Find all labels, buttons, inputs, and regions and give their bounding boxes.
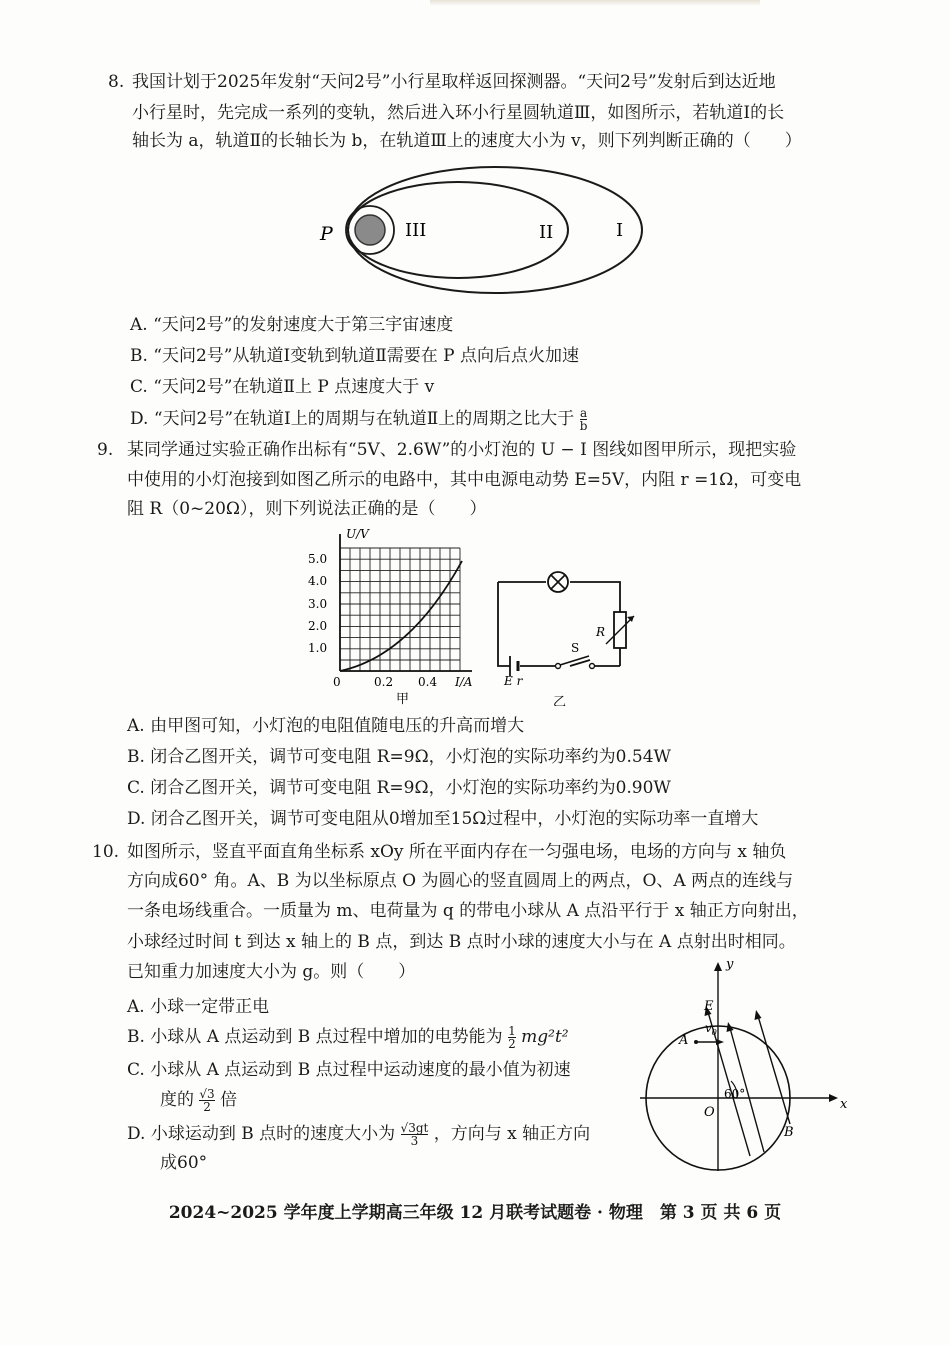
orbit-I bbox=[348, 167, 642, 293]
frac-numerator: √3gt bbox=[400, 1121, 429, 1135]
switch-pivot bbox=[556, 664, 561, 669]
label-B: B bbox=[784, 1125, 794, 1140]
q9-number: 9. bbox=[97, 440, 114, 460]
q9-line-2: 中使用的小灯泡接到如图乙所示的电路中，其中电源电动势 E=5V，内阻 r =1Ω，可变电 bbox=[127, 470, 802, 490]
label-P: P bbox=[320, 223, 333, 245]
q10-option-d-line-1 bbox=[127, 1122, 590, 1147]
q8-option-c: C. “天问2号”在轨道Ⅱ上 P 点速度大于 v bbox=[130, 377, 435, 397]
q9-option-a: A. 由甲图可知，小灯泡的电阻值随电压的升高而增大 bbox=[127, 716, 525, 736]
switch-blade bbox=[560, 656, 589, 665]
v0-subscript: 0 bbox=[711, 1028, 717, 1037]
v0-letter: v bbox=[705, 1021, 712, 1035]
q8-option-d-fraction bbox=[580, 407, 588, 432]
q8-option-b: B. “天问2号”从轨道Ⅰ变轨到轨道Ⅱ需要在 P 点向后点火加速 bbox=[130, 346, 580, 366]
q8-line-2: 小行星时，先完成一系列的变轨，然后进入环小行星圆轨道Ⅲ，如图所示，若轨道Ⅰ的长 bbox=[132, 103, 785, 123]
scan-shade bbox=[430, 0, 760, 6]
y-tick-4: 4.0 bbox=[308, 574, 328, 588]
frac-denominator: b bbox=[579, 419, 588, 433]
y-axis-arrowhead bbox=[714, 962, 722, 971]
frac-denominator: 2 bbox=[508, 1037, 516, 1051]
q10-option-b-expr: mg²t² bbox=[521, 1027, 569, 1047]
frac-numerator: 1 bbox=[508, 1024, 516, 1038]
x-tick-04: 0.4 bbox=[418, 675, 438, 689]
label-A: A bbox=[679, 1033, 689, 1048]
q9-option-d: D. 闭合乙图开关，调节可变电阻从0增加至15Ω过程中，小灯泡的实际功率一直增大 bbox=[127, 809, 759, 829]
graph-caption: 甲 bbox=[396, 692, 410, 706]
q10-option-c-fraction bbox=[199, 1088, 214, 1113]
q9-line-3: 阻 R（0~20Ω），则下列说法正确的是（ ） bbox=[127, 499, 487, 519]
graph-grid bbox=[340, 548, 460, 671]
switch-contact bbox=[590, 664, 595, 669]
label-x: x bbox=[840, 1097, 848, 1112]
v0-arrowhead bbox=[716, 1039, 724, 1045]
point-A bbox=[694, 1040, 698, 1044]
label-Er: E r bbox=[504, 674, 523, 688]
circuit-wires bbox=[498, 582, 620, 666]
label-S: S bbox=[571, 641, 580, 655]
q10-option-b bbox=[127, 1025, 569, 1050]
q10-option-d-text-a: D. 小球运动到 B 点时的速度大小为 bbox=[127, 1124, 396, 1144]
field-line-3-arrowhead bbox=[755, 1010, 762, 1020]
y-tick-2: 2.0 bbox=[308, 619, 328, 633]
q10-option-d-text-b: ，方向与 x 轴正方向 bbox=[433, 1124, 591, 1144]
q8-option-d-text: D. “天问2号”在轨道Ⅰ上的周期与在轨道Ⅱ上的周期之比大于 bbox=[130, 409, 575, 429]
q10-option-d-fraction bbox=[401, 1122, 429, 1147]
q10-option-d-line-2: 成60° bbox=[160, 1153, 208, 1173]
x-tick-0: 0 bbox=[333, 675, 341, 689]
q8-option-d bbox=[130, 407, 587, 432]
q10-line-3: 一条电场线重合。一质量为 m、电荷量为 q 的带电小球从 A 点沿平行于 x 轴正方向射出， bbox=[127, 901, 809, 921]
y-tick-5: 5.0 bbox=[308, 552, 328, 566]
q8-line-3: 轴长为 a，轨道Ⅱ的长轴长为 b，在轨道Ⅲ上的速度大小为 v，则下列判断正确的（ ） bbox=[132, 131, 802, 151]
label-R: R bbox=[596, 625, 606, 639]
q10-line-4: 小球经过时间 t 到达 x 轴上的 B 点，到达 B 点时小球的速度大小与在 A 点射出时相同。 bbox=[127, 932, 796, 952]
frac-numerator: √3 bbox=[199, 1087, 215, 1101]
y-tick-3: 3.0 bbox=[308, 597, 328, 611]
q10-line-2: 方向成60° 角。A、B 为以坐标原点 O 为圆心的竖直圆周上的两点，O、A 两点的连线与 bbox=[127, 871, 794, 891]
q10-line-1: 如图所示，竖直平面直角坐标系 xOy 所在平面内存在一匀强电场，电场的方向与 x 轴负 bbox=[127, 842, 787, 862]
q9-option-c: C. 闭合乙图开关，调节可变电阻 R=9Ω，小灯泡的实际功率约为0.90W bbox=[127, 778, 671, 798]
q10-option-c-text-b: 倍 bbox=[220, 1090, 238, 1110]
orbit-diagram bbox=[310, 160, 650, 305]
y-tick-1: 1.0 bbox=[308, 641, 328, 655]
label-III: III bbox=[405, 220, 427, 241]
q10-option-c-text-a: 度的 bbox=[160, 1090, 194, 1110]
field-line-3 bbox=[758, 1016, 790, 1124]
q8-number: 8. bbox=[108, 72, 125, 92]
label-angle: 60° bbox=[724, 1087, 746, 1101]
label-II: II bbox=[539, 222, 554, 243]
q10-number: 10. bbox=[92, 842, 120, 862]
ui-curve bbox=[340, 561, 462, 671]
frac-denominator: 3 bbox=[410, 1134, 419, 1148]
q10-option-b-text: B. 小球从 A 点运动到 B 点过程中增加的电势能为 bbox=[127, 1027, 503, 1047]
x-tick-02: 0.2 bbox=[374, 675, 394, 689]
q10-option-c-line-1: C. 小球从 A 点运动到 B 点过程中运动速度的最小值为初速 bbox=[127, 1060, 571, 1080]
label-I: I bbox=[616, 220, 624, 241]
label-O: O bbox=[704, 1105, 715, 1120]
ui-graph bbox=[300, 526, 490, 706]
q10-option-a: A. 小球一定带正电 bbox=[127, 997, 270, 1017]
label-E: E bbox=[704, 999, 714, 1014]
q10-option-b-fraction bbox=[508, 1025, 516, 1050]
asteroid-body bbox=[355, 215, 385, 245]
q9-line-1: 某同学通过实验正确作出标有“5V、2.6W”的小灯泡的 U − I 图线如图甲所示，现把实验 bbox=[127, 440, 797, 460]
label-y: y bbox=[726, 957, 734, 972]
page-footer: 2024~2025 学年度上学期高三年级 12 月联考试题卷 · 物理 第 3 页 共 6 页 bbox=[168, 1203, 782, 1223]
x-axis-arrowhead bbox=[829, 1094, 838, 1102]
label-v0 bbox=[705, 1021, 717, 1037]
frac-numerator: a bbox=[579, 406, 588, 420]
q10-option-c-line-2 bbox=[160, 1088, 237, 1113]
circuit-caption: 乙 bbox=[553, 695, 567, 706]
y-axis-label: U/V bbox=[346, 527, 369, 541]
q10-line-5: 已知重力加速度大小为 g。则（ ） bbox=[127, 962, 416, 982]
circuit-diagram bbox=[488, 566, 648, 706]
q8-line-1: 我国计划于2025年发射“天问2号”小行星取样返回探测器。“天问2号”发射后到达近地 bbox=[132, 72, 776, 92]
q9-option-b: B. 闭合乙图开关，调节可变电阻 R=9Ω，小灯泡的实际功率约为0.54W bbox=[127, 747, 671, 767]
x-axis-label: I/A bbox=[455, 675, 473, 689]
frac-denominator: 2 bbox=[203, 1100, 211, 1114]
q8-option-a: A. “天问2号”的发射速度大于第三宇宙速度 bbox=[130, 315, 454, 335]
field-diagram bbox=[638, 956, 858, 1176]
